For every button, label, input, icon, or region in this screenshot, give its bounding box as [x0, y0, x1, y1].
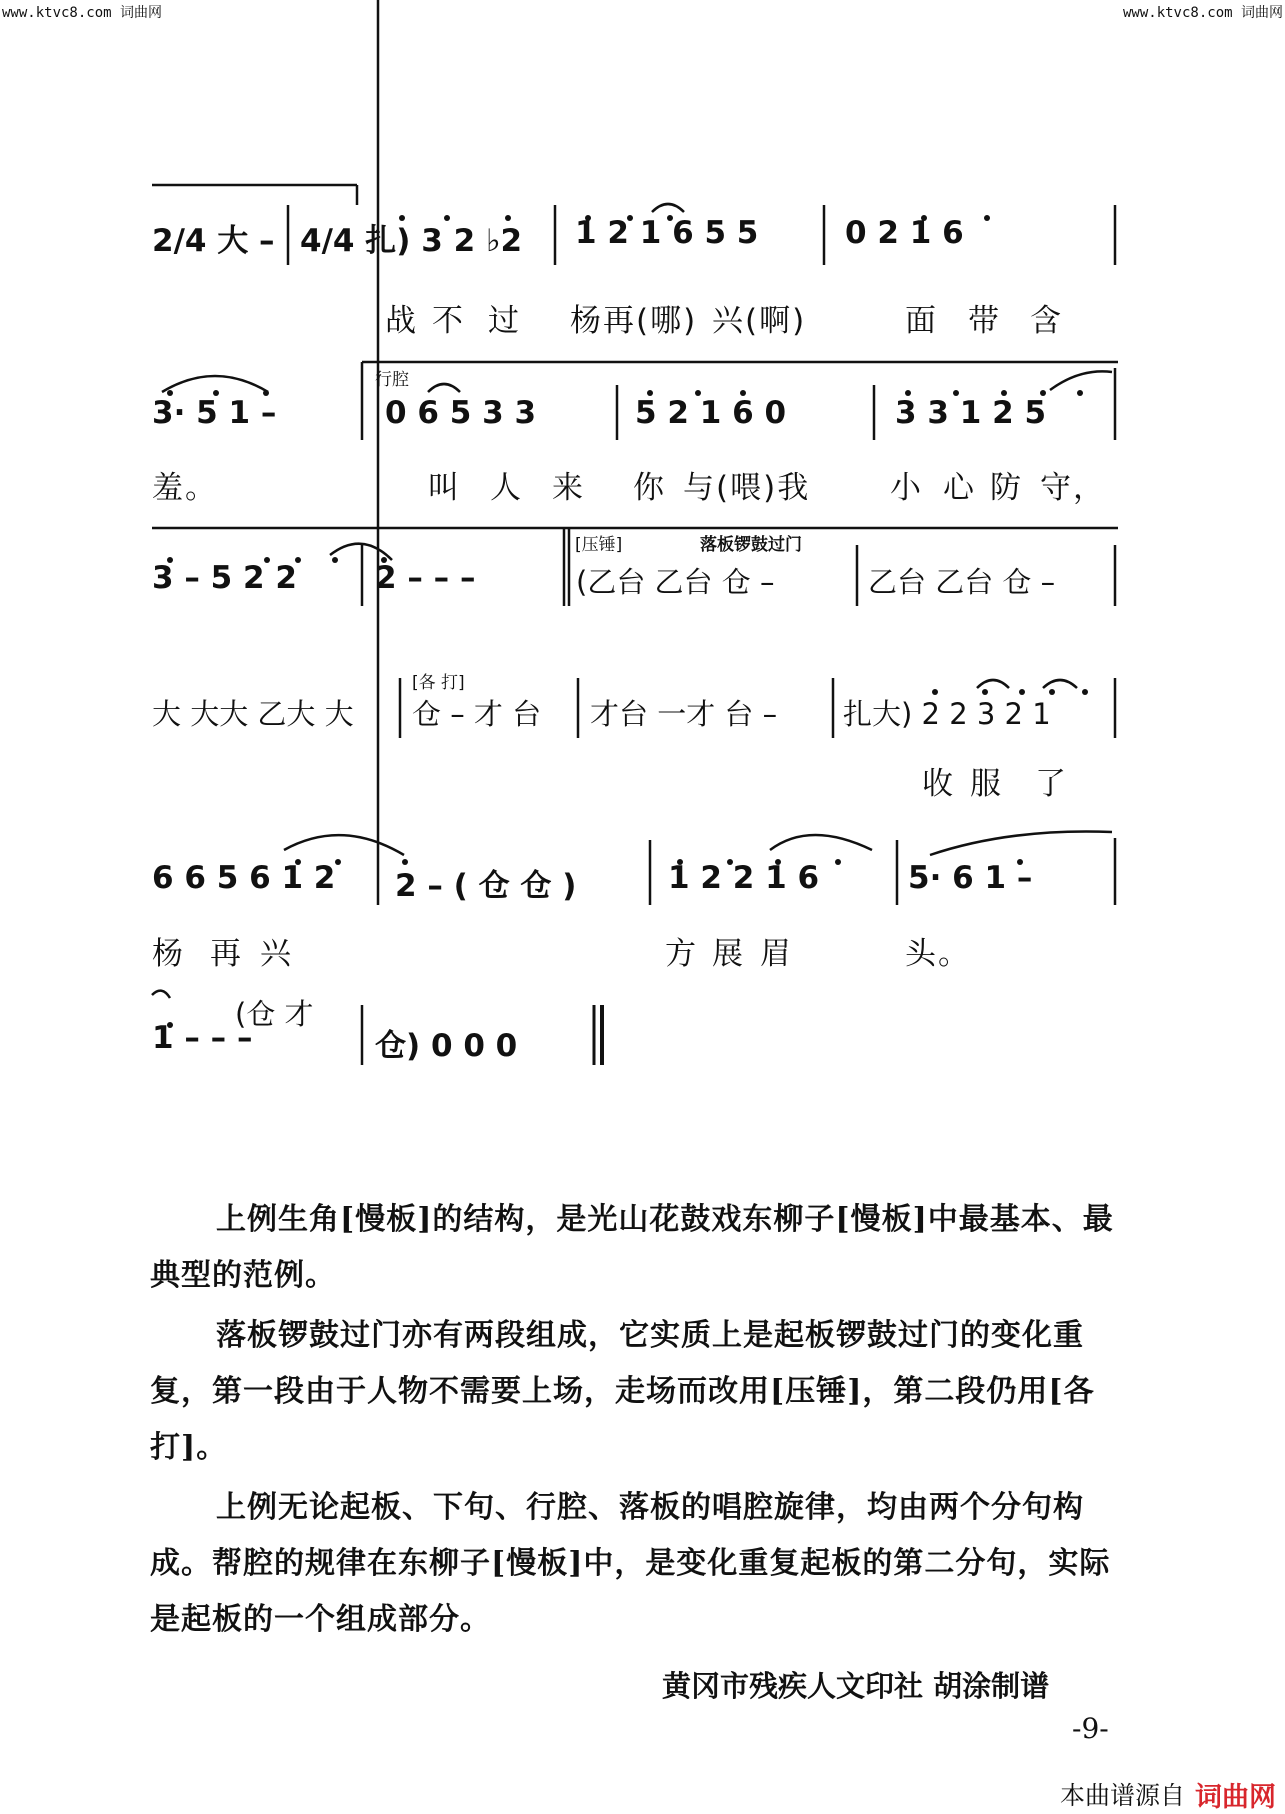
lyric: 叫: [428, 470, 461, 506]
score-line2-measure2: 0 6 5 3 3: [385, 395, 537, 431]
score-line6-measure1: 1 – – –: [152, 1020, 253, 1056]
score-line5-measure2: 2 – ( 仓 仓 ): [395, 868, 577, 904]
score-line3-measure3: (乙台 乙台 仓 –: [576, 565, 775, 599]
lyric: 羞。: [152, 470, 218, 506]
score-line2-measure1: 3· 5 1 –: [152, 395, 277, 431]
slur: [977, 680, 1009, 688]
score-line3-measure1: 3 – 5 2 2: [152, 560, 297, 596]
score-line5-measure4: 5· 6 1 –: [908, 860, 1033, 896]
slur: [1043, 680, 1077, 688]
lyric: 带: [968, 303, 1001, 339]
lyric: 来: [552, 470, 585, 506]
lyric: 防: [990, 470, 1023, 506]
credit: 黄冈市残疾人文印社 胡涂制谱: [662, 1669, 1050, 1703]
lyric: 面: [905, 303, 938, 339]
score-line1-measure1: 2/4 大 –: [152, 223, 275, 259]
slur: [770, 835, 872, 850]
page-number: -9-: [1072, 1712, 1109, 1745]
lyric: 守，: [1040, 470, 1106, 506]
lyric: 心: [943, 470, 976, 506]
lyric: 含: [1030, 303, 1063, 339]
watermark-left: www.ktvc8.com 词曲网: [2, 5, 163, 21]
lyric: 杨: [152, 936, 185, 972]
score-line3-measure2: 2 – – –: [375, 560, 476, 596]
lyric: 过: [488, 303, 521, 339]
slur: [284, 835, 404, 855]
performance-mark: [压锤]: [575, 535, 623, 555]
score-line4-measure3: 才台 一才 台 –: [590, 697, 778, 731]
lyric: 展: [712, 936, 745, 972]
paragraph: 上例无论起板、下句、行腔、落板的唱腔旋律，均由两个分句构成。帮腔的规律在东柳子[慢板]中，是变化重复起板的第二分句，实际是起板的一个组成部分。: [150, 1490, 1111, 1637]
slur: [1050, 371, 1112, 390]
lyric: 人: [490, 470, 523, 506]
score-line1-measure3: 1 2 1 6 5 5: [575, 215, 759, 251]
score-line6-measure2: 仓) 0 0 0: [375, 1028, 518, 1064]
percussion-note: (仓 才: [235, 997, 314, 1031]
lyric: 杨再(哪): [570, 303, 698, 339]
score-line5-measure1: 6 6 5 6 1 2: [152, 860, 336, 896]
lyric: 兴(啊): [712, 303, 807, 339]
paragraph: 上例生角[慢板]的结构，是光山花鼓戏东柳子[慢板]中最基本、最典型的范例。: [150, 1202, 1114, 1293]
lyric: 小: [890, 470, 923, 506]
score-line2-measure3: 5 2 1 6 0: [635, 395, 787, 431]
lyric: 再: [210, 936, 243, 972]
score-line2-measure4: 3 3 1 2 5: [895, 395, 1047, 431]
lyric: 收: [922, 766, 955, 802]
lyric: 战: [385, 303, 418, 339]
score-line1-measure2: 4/4 扎) 3 2 ♭2: [300, 223, 523, 259]
performance-mark: 落板锣鼓过门: [700, 535, 802, 555]
breath-mark: [152, 991, 170, 998]
slur: [930, 831, 1112, 855]
lyric: 服: [970, 766, 1003, 802]
lyric: 方: [665, 936, 698, 972]
watermark-right: www.ktvc8.com 词曲网: [1122, 5, 1283, 21]
lyric: 你: [633, 470, 666, 506]
slur: [428, 384, 460, 392]
slur: [162, 376, 268, 392]
score-line1-measure4: 0 2 1 6: [845, 215, 964, 251]
lyric: 兴: [260, 936, 293, 972]
lyric: 与(喂)我: [683, 470, 811, 506]
performance-mark: [各 打]: [412, 673, 465, 693]
footer-site-name[interactable]: 词曲网: [1195, 1782, 1276, 1813]
score-line3-measure4: 乙台 乙台 仓 –: [868, 565, 1056, 599]
score-line5-measure3: 1 2 2 1 6: [668, 860, 820, 896]
score-line4-measure1: 大 大大 乙大 大: [152, 697, 354, 731]
lyric: 不: [432, 303, 465, 339]
paragraph: 落板锣鼓过门亦有两段组成，它实质上是起板锣鼓过门的变化重复，第一段由于人物不需要上场，走场而改用[压锤]，第二段仍用[各打]。: [150, 1318, 1095, 1465]
slur: [652, 204, 684, 212]
score-line4-measure2: 仓 – 才 台: [412, 697, 542, 731]
footer-source-label: 本曲谱源自: [1060, 1781, 1186, 1810]
score-line4-measure4: 扎大) 2 2 3 2 1: [843, 697, 1051, 731]
lyric: 了: [1035, 766, 1068, 802]
lyric: 眉: [760, 936, 793, 972]
performance-mark: 行腔: [375, 370, 409, 390]
lyric: 头。: [905, 936, 971, 972]
